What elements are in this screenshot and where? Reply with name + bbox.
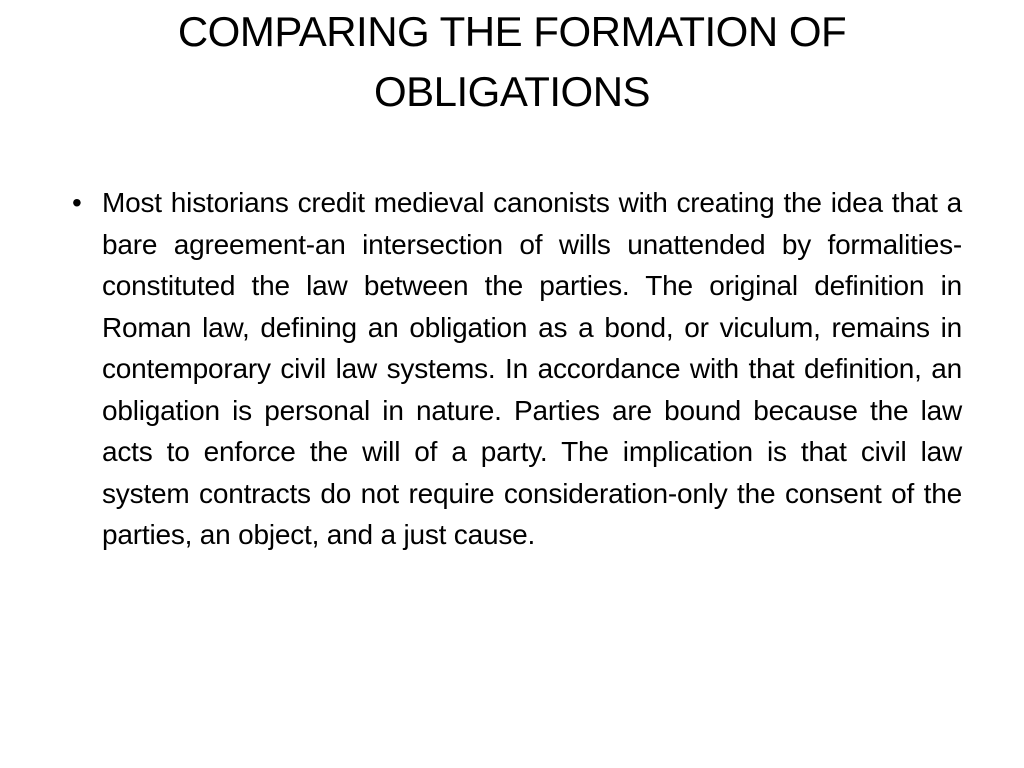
bullet-text: Most historians credit medieval canonists with creating the idea that a bare agreement-an intersection of wills unattended by formalities-constituted the law between the parties. The original definition in Roman law, defining an obligation as a bond, or viculum, remains in contemporary civil law systems. In accordance with that definition, an obligation is personal in nature. Parties are bound because the law acts to enforce the will of a party. The implication is that civil law system contracts do not require consideration-only the consent of the parties, an object, and a just cause. xyxy=(102,187,962,550)
bullet-item xyxy=(72,182,962,556)
bullet-dot-icon: • xyxy=(72,187,82,218)
bullet-list xyxy=(72,182,962,556)
slide-title: COMPARING THE FORMATION OF OBLIGATIONS xyxy=(177,8,847,115)
